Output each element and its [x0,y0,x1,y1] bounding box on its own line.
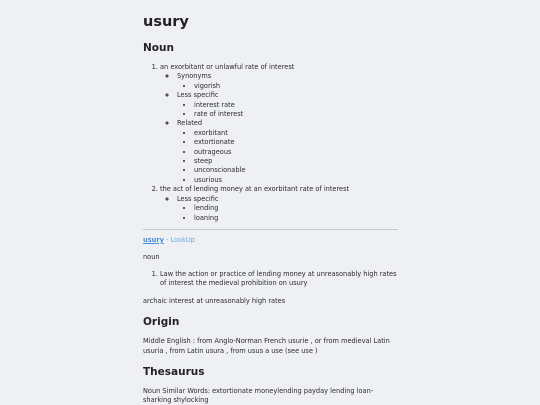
term-item: • outrageous [194,148,398,157]
term-item: • vigorish [194,82,398,91]
section-divider [143,229,398,230]
relation-group [177,195,398,223]
term-item: • extortionate [194,138,398,147]
term-item: • rate of interest [194,110,398,119]
sense-item [160,63,398,185]
term-list [177,101,398,120]
source-word-link[interactable]: usury [143,235,164,244]
entry-content [143,12,398,405]
term-list [177,129,398,185]
relation-group [177,119,398,185]
noun-heading: Noun [143,42,174,54]
term-item: • lending [194,204,398,213]
relation-label: Related [177,119,203,128]
relation-groups [160,72,398,185]
term-item: • interest rate [194,101,398,110]
term-item: • exorbitant [194,129,398,138]
term-item: • loaning [194,214,398,223]
definition-list [143,270,398,289]
origin-heading: Origin [143,316,180,329]
source-separator: - [163,235,171,244]
thesaurus-heading: Thesaurus [143,365,205,378]
relation-group [177,91,398,119]
relation-label: Synonyms [177,72,212,81]
sense-definition: the act of lending money at an exorbitant rate of interest [160,185,350,194]
relation-group [177,72,398,91]
term-list [177,204,398,223]
sense-list [143,63,398,223]
relation-label: Less specific [177,91,219,100]
word-title: usury [143,14,189,30]
sense-item [160,185,398,223]
term-list [177,82,398,91]
part-of-speech: noun [143,252,160,261]
sense-definition: an exorbitant or unlawful rate of interest [160,63,295,71]
thesaurus-text: Noun Similar Words: extortionate moneylending payday lending loan-sharking shylocking [143,386,374,405]
source-line [143,236,398,245]
lookup-link[interactable]: LookUp [170,235,195,244]
term-item: • steep [194,157,398,166]
definition-item: 1. Law the action or practice of lending money at unreasonably high rates of interest the medieval prohibition on usury [160,270,398,289]
term-item: • usurious [194,176,398,185]
archaic-definition: archaic interest at unreasonably high rates [143,296,286,305]
term-item: • unconscionable [194,166,398,175]
relation-label: Less specific [177,194,219,203]
origin-text: Middle English : from Anglo-Norman French usurie , or from medieval Latin usuria , from Latin usura , from usus a use (see use ) [143,337,390,355]
relation-groups [160,195,398,223]
